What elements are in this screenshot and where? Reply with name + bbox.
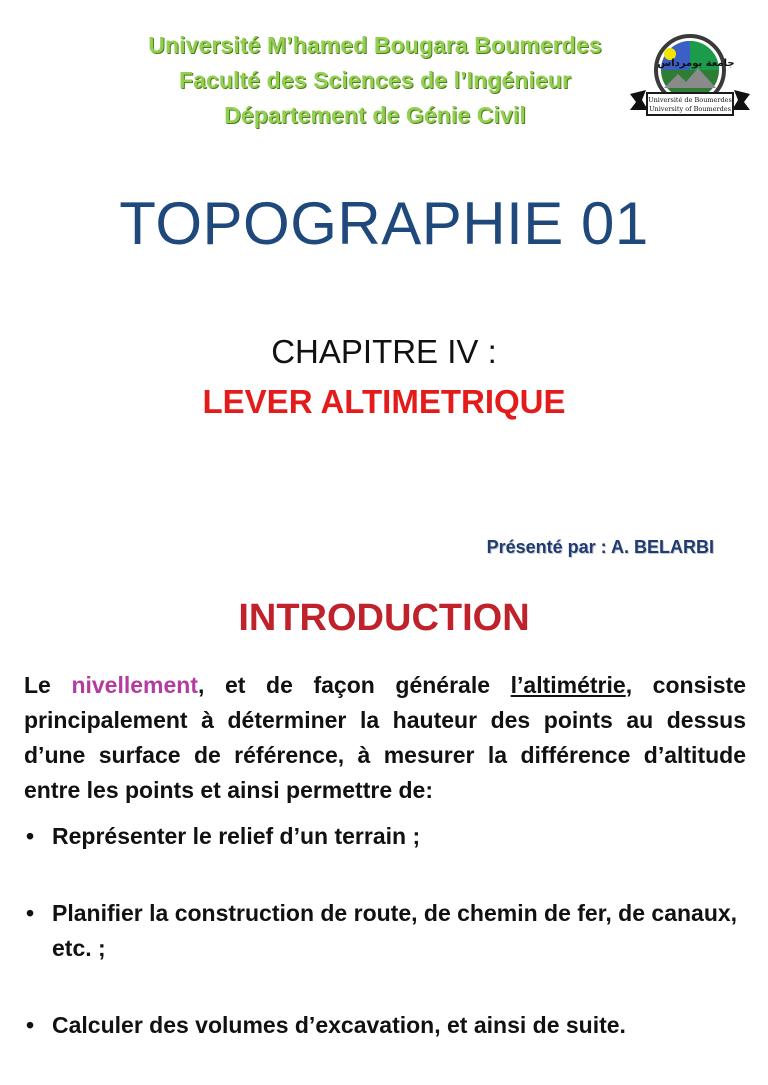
chapter-name: LEVER ALTIMETRIQUE bbox=[202, 383, 566, 420]
bullet-text: Planifier la construction de route, de chemin de fer, de canaux, etc. ; bbox=[52, 900, 738, 961]
bullet-text: Représenter le relief d’un terrain ; bbox=[52, 823, 421, 849]
faculty-name: Faculté des Sciences de l’Ingénieur bbox=[178, 67, 572, 93]
course-title: TOPOGRAPHIE 01 bbox=[119, 190, 649, 257]
svg-text:University of Boumerdes: University of Boumerdes bbox=[649, 105, 731, 113]
university-name: Université M’hamed Bougara Boumerdes bbox=[148, 32, 602, 58]
bullet-list bbox=[24, 819, 746, 1085]
underlined-term: l’altimétrie bbox=[510, 672, 626, 698]
para-mid: , et de façon générale bbox=[198, 672, 511, 698]
intro-paragraph bbox=[24, 668, 746, 808]
bullet-icon: • bbox=[26, 823, 35, 849]
university-logo bbox=[628, 30, 752, 122]
para-rest: , consiste principalement à déterminer la hauteur des points au dessus d’une surface de référence, à mesurer la différence d’altitude entre les points et ainsi permettre de: bbox=[24, 672, 746, 803]
list-item bbox=[24, 896, 746, 966]
para-prefix: Le bbox=[24, 672, 72, 698]
chapter-label: CHAPITRE IV : bbox=[271, 333, 497, 370]
bullet-text: Calculer des volumes d’excavation, et ainsi de suite. bbox=[52, 1012, 626, 1038]
list-item bbox=[24, 1008, 746, 1043]
section-heading: INTRODUCTION bbox=[238, 597, 530, 639]
introduction-slide bbox=[0, 576, 768, 1038]
department-name: Département de Génie Civil bbox=[224, 102, 526, 128]
presenter-credit: Présenté par : A. BELARBI bbox=[486, 537, 714, 557]
bullet-icon: • bbox=[26, 900, 35, 926]
bullet-icon: • bbox=[26, 1012, 35, 1038]
institution-header bbox=[40, 28, 710, 133]
list-item bbox=[24, 819, 746, 854]
svg-text:Université de Boumerdes: Université de Boumerdes bbox=[648, 96, 732, 104]
svg-text:جامعة بومرداس: جامعة بومرداس bbox=[657, 58, 735, 69]
highlighted-term: nivellement bbox=[71, 672, 198, 698]
